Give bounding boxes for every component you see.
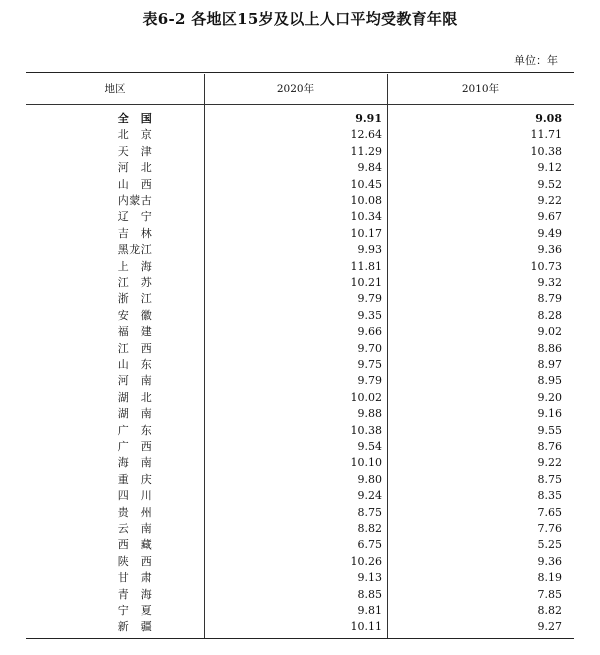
region-name: 福 建 (117, 325, 153, 339)
value-2020: 9.70 (357, 341, 382, 355)
value-2010: 10.38 (530, 144, 562, 158)
value-2020: 9.84 (357, 161, 382, 175)
value-2020: 9.54 (357, 440, 382, 453)
value-2010: 9.67 (537, 210, 562, 224)
value-2020: 12.64 (350, 128, 382, 142)
table-row (26, 127, 574, 143)
table-row (26, 373, 574, 389)
table-row (26, 603, 574, 619)
table-row (26, 455, 574, 471)
region-name: 宁 夏 (117, 604, 153, 617)
region-name: 四 川 (117, 489, 153, 503)
value-2010: 8.28 (537, 308, 562, 322)
page-title: 表6-2 各地区15岁及以上人口平均受教育年限 (142, 10, 458, 28)
table-row (26, 390, 574, 406)
table-row (26, 505, 574, 521)
value-2020: 9.88 (357, 407, 382, 421)
value-2010: 9.52 (537, 177, 562, 191)
region-name: 贵 州 (117, 505, 153, 519)
value-2010: 5.25 (537, 538, 562, 552)
header-2020: 2020年 (276, 83, 315, 95)
value-2010: 9.49 (537, 226, 562, 240)
table-row (26, 619, 574, 635)
header-2010: 2010年 (461, 83, 500, 95)
value-2010: 9.36 (537, 554, 562, 568)
table-row (26, 259, 574, 275)
unit-label: 单位：年 (514, 54, 558, 67)
region-name: 山 东 (117, 358, 153, 371)
region-name: 天 津 (117, 144, 153, 158)
table-row (26, 587, 574, 603)
table-row (26, 554, 574, 570)
value-2010: 7.85 (537, 587, 562, 601)
value-2020: 9.81 (357, 604, 382, 617)
value-2010: 8.76 (537, 440, 562, 453)
region-name: 全 国 (117, 112, 153, 125)
value-2020: 9.79 (357, 292, 382, 306)
value-2020: 9.13 (357, 571, 382, 585)
region-name: 江 西 (117, 341, 153, 355)
table-row (26, 570, 574, 586)
value-2010: 8.86 (537, 341, 562, 355)
table-row-total (26, 111, 574, 127)
region-name: 广 东 (117, 423, 153, 437)
value-2010: 9.55 (537, 423, 562, 437)
table-row (26, 209, 574, 225)
table-top-rule (26, 72, 574, 73)
value-2020: 10.38 (350, 423, 382, 437)
value-2020: 9.35 (357, 308, 382, 322)
value-2010: 9.12 (537, 161, 562, 175)
table-row (26, 324, 574, 340)
region-name: 云 南 (117, 522, 153, 535)
table-body (26, 105, 574, 639)
table-row (26, 521, 574, 537)
value-2020: 10.45 (350, 177, 382, 191)
value-2020: 10.11 (350, 620, 382, 634)
region-name: 新 疆 (117, 620, 153, 634)
value-2020: 8.75 (357, 505, 382, 519)
value-2020: 10.34 (350, 210, 382, 224)
value-2020: 11.81 (350, 259, 382, 273)
value-2010: 9.16 (537, 407, 562, 421)
table-row (26, 423, 574, 439)
region-name: 海 南 (117, 456, 153, 470)
table-row (26, 144, 574, 160)
value-2010: 8.19 (537, 571, 562, 585)
value-2020: 8.85 (357, 587, 382, 601)
table-row (26, 160, 574, 176)
value-2010: 11.71 (530, 128, 562, 142)
table-row (26, 537, 574, 553)
table-header (26, 74, 574, 105)
region-name: 吉 林 (117, 226, 153, 240)
value-2020: 9.80 (357, 472, 382, 486)
value-2020: 10.21 (350, 276, 382, 289)
table-row (26, 291, 574, 307)
value-2010: 9.36 (537, 243, 562, 257)
region-name: 山 西 (117, 177, 153, 191)
region-name: 甘 肃 (117, 571, 153, 585)
value-2010: 9.22 (537, 456, 562, 470)
value-2010: 10.73 (530, 259, 562, 273)
value-2010: 7.76 (537, 522, 562, 535)
region-name: 辽 宁 (117, 210, 153, 224)
value-2010: 8.75 (537, 472, 562, 486)
value-2010: 8.97 (537, 358, 562, 371)
value-2010: 8.35 (537, 489, 562, 503)
region-name: 黑龙江 (117, 243, 153, 257)
region-name: 广 西 (117, 440, 153, 453)
value-2020: 9.91 (355, 112, 382, 125)
value-2020: 9.93 (357, 243, 382, 257)
value-2010: 9.27 (537, 620, 562, 634)
table-row (26, 242, 574, 258)
value-2010: 9.22 (537, 194, 562, 207)
region-name: 内蒙古 (117, 194, 153, 207)
value-2010: 9.20 (537, 390, 562, 404)
table-row (26, 193, 574, 209)
value-2020: 9.79 (357, 374, 382, 388)
table-row (26, 406, 574, 422)
table-row (26, 488, 574, 504)
region-name: 安 徽 (117, 308, 153, 322)
value-2020: 8.82 (357, 522, 382, 535)
value-2020: 9.66 (357, 325, 382, 339)
table-row (26, 275, 574, 291)
value-2010: 8.82 (537, 604, 562, 617)
header-region: 地区 (104, 83, 126, 95)
region-name: 西 藏 (117, 538, 153, 552)
region-name: 陕 西 (117, 554, 153, 568)
value-2020: 9.75 (357, 358, 382, 371)
table-row (26, 341, 574, 357)
value-2010: 9.02 (537, 325, 562, 339)
table-row (26, 439, 574, 455)
table-row (26, 177, 574, 193)
region-name: 北 京 (117, 128, 153, 142)
value-2020: 9.24 (357, 489, 382, 503)
region-name: 河 北 (117, 161, 153, 175)
region-name: 青 海 (117, 587, 153, 601)
value-2020: 10.08 (350, 194, 382, 207)
region-name: 江 苏 (117, 276, 153, 289)
region-name: 湖 南 (117, 407, 153, 421)
value-2010: 9.08 (535, 112, 562, 125)
value-2020: 10.17 (350, 226, 382, 240)
value-2010: 7.65 (537, 505, 562, 519)
value-2020: 11.29 (350, 144, 382, 158)
region-name: 湖 北 (117, 390, 153, 404)
table-row (26, 308, 574, 324)
region-name: 上 海 (117, 259, 153, 273)
value-2010: 8.95 (537, 374, 562, 388)
table-row (26, 472, 574, 488)
region-name: 重 庆 (117, 472, 153, 486)
value-2020: 10.02 (350, 390, 382, 404)
value-2020: 10.10 (350, 456, 382, 470)
table-row (26, 357, 574, 373)
value-2020: 6.75 (357, 538, 382, 552)
value-2020: 10.26 (350, 554, 382, 568)
table-row (26, 226, 574, 242)
region-name: 河 南 (117, 374, 153, 388)
region-name: 浙 江 (117, 292, 153, 306)
value-2010: 9.32 (537, 276, 562, 289)
value-2010: 8.79 (537, 292, 562, 306)
